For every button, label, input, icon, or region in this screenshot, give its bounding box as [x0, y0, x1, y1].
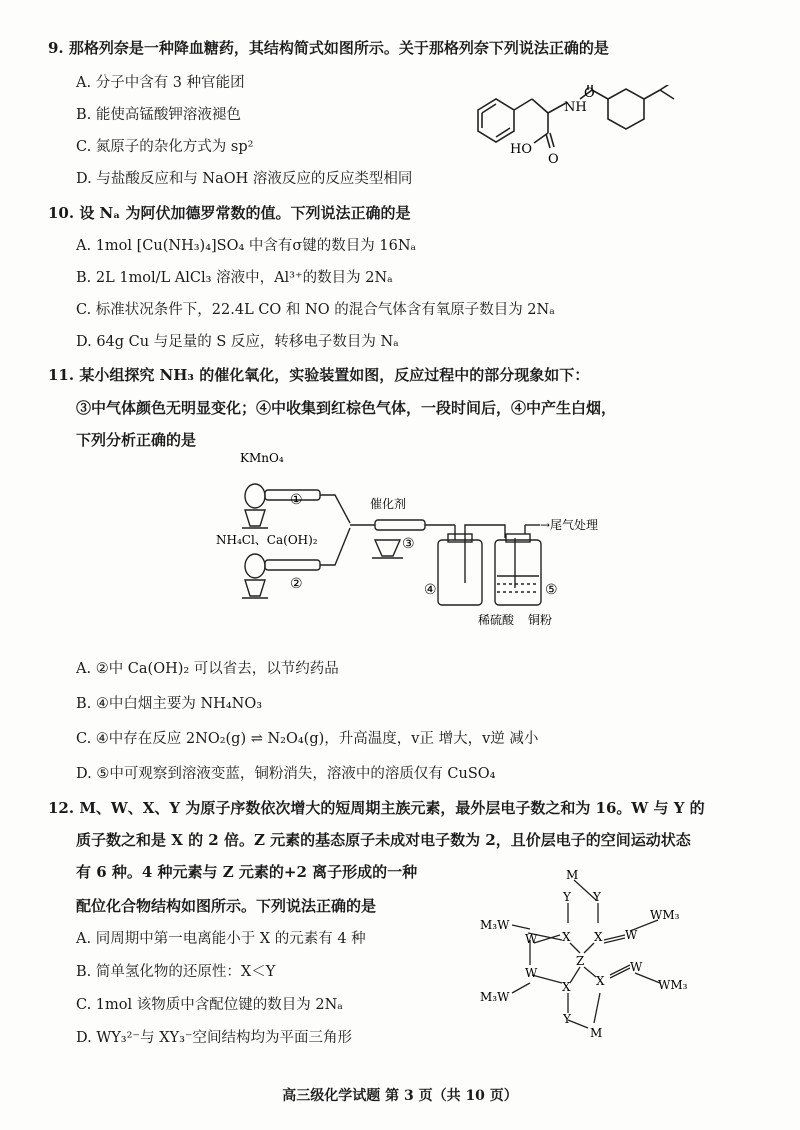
nateglinide-structure [460, 85, 780, 195]
apparatus-diagram [210, 448, 630, 633]
q9-option-b: B. 能使高锰酸钾溶液褪色 [76, 107, 241, 123]
q12-stem-1: 12. M、W、X、Y 为原子序数依次增大的短周期主族元素，最外层电子数之和为 16。W 与 Y 的 [48, 799, 705, 817]
q10-option-a: A. 1mol [Cu(NH₃)₄]SO₄ 中含有σ键的数目为 16Nₐ [76, 238, 417, 254]
dilute-acid-label: 稀硫酸 [478, 613, 515, 627]
w-right-top-label: W [625, 928, 638, 942]
q11-option-a: A. ②中 Ca(OH)₂ 可以省去，以节约药品 [76, 661, 339, 677]
q11-stem-2: ③中气体颜色无明显变化；④中收集到红棕色气体，一段时间后，④中产生白烟， [76, 399, 617, 417]
y-top-right-label: Y [593, 890, 601, 904]
w-left-top-label: W [525, 932, 538, 946]
q12-stem-4: 配位化合物结构如图所示。下列说法正确的是 [76, 897, 377, 915]
q9-option-c: C. 氮原子的杂化方式为 sp² [76, 139, 254, 155]
q9-stem: 9. 那格列奈是一种降血糖药，其结构简式如图所示。关于那格列奈下列说法正确的是 [48, 39, 609, 57]
q12-stem-2: 质子数之和是 X 的 2 倍。Z 元素的基态原子未成对电子数为 2，且价层电子的空间运动状态 [76, 831, 691, 849]
tube-3-label: ③ [402, 536, 415, 552]
x-right-bottom-label: X [596, 974, 605, 988]
bottle-5-label: ⑤ [545, 582, 558, 598]
nh-label: NH [564, 100, 587, 115]
page-footer: 高三级化学试题 第 3 页（共 10 页） [282, 1088, 518, 1104]
x-right-top-label: X [594, 930, 603, 944]
x-left-top-label: X [562, 930, 571, 944]
q12-stem-3: 有 6 种。4 种元素与 Z 元素的+2 离子形成的一种 [76, 863, 418, 881]
x-left-bottom-label: X [562, 980, 571, 994]
wm3-top-label: WM₃ [650, 908, 680, 922]
q12-option-a: A. 同周期中第一电离能小于 X 的元素有 4 种 [76, 931, 366, 947]
carbonyl-o-label: O [584, 86, 595, 101]
reagent-2-label: NH₄Cl、Ca(OH)₂ [216, 533, 318, 547]
coordination-complex-structure [470, 865, 710, 1050]
tail-gas-label: →尾气处理 [540, 518, 599, 532]
y-bottom-label: Y [563, 1012, 571, 1026]
q12-option-b: B. 简单氢化物的还原性：X＜Y [76, 964, 276, 980]
q10-stem: 10. 设 Nₐ 为阿伏加德罗常数的值。下列说法正确的是 [48, 204, 411, 222]
m3w-top-label: M₃W [480, 918, 510, 932]
q11-option-c: C. ④中存在反应 2NO₂(g) ⇌ N₂O₄(g)，升高温度，v正 增大，v逆 减小 [76, 731, 539, 747]
q10-option-c: C. 标准状况条件下，22.4L CO 和 NO 的混合气体含有氧原子数目为 2Nₐ [76, 302, 555, 318]
flask-1-label: ① [290, 492, 303, 508]
ho-label: HO [510, 142, 532, 157]
q9-option-d: D. 与盐酸反应和与 NaOH 溶液反应的反应类型相同 [76, 171, 413, 187]
m-top-label: M [566, 868, 579, 882]
y-top-left-label: Y [563, 890, 571, 904]
w-left-bottom-label: W [525, 966, 538, 980]
w-right-bottom-label: W [630, 960, 643, 974]
q11-option-b: B. ④中白烟主要为 NH₄NO₃ [76, 696, 263, 712]
q10-option-d: D. 64g Cu 与足量的 S 反应，转移电子数目为 Nₐ [76, 334, 399, 350]
m-bottom-label: M [590, 1026, 603, 1040]
kmno4-label: KMnO₄ [240, 451, 284, 465]
q11-option-d: D. ⑤中可观察到溶液变蓝，铜粉消失，溶液中的溶质仅有 CuSO₄ [76, 766, 496, 782]
m3w-bottom-label: M₃W [480, 990, 510, 1004]
q9-option-a: A. 分子中含有 3 种官能团 [76, 75, 245, 91]
flask-2-label: ② [290, 576, 303, 592]
catalyst-label: 催化剂 [370, 497, 407, 511]
z-center-label: Z [576, 954, 585, 968]
q12-option-d: D. WY₃²⁻与 XY₃⁻空间结构均为平面三角形 [76, 1030, 353, 1046]
q12-option-c: C. 1mol 该物质中含配位键的数目为 2Nₐ [76, 997, 343, 1013]
q10-option-b: B. 2L 1mol/L AlCl₃ 溶液中，Al³⁺的数目为 2Nₐ [76, 270, 393, 286]
q11-stem-3: 下列分析正确的是 [76, 431, 197, 449]
acid-o-label: O [548, 152, 559, 167]
q11-stem-1: 11. 某小组探究 NH₃ 的催化氧化，实验装置如图，反应过程中的部分现象如下： [48, 366, 590, 384]
copper-powder-label: 铜粉 [528, 613, 553, 627]
bottle-4-label: ④ [424, 582, 437, 598]
wm3-bottom-label: WM₃ [658, 978, 688, 992]
